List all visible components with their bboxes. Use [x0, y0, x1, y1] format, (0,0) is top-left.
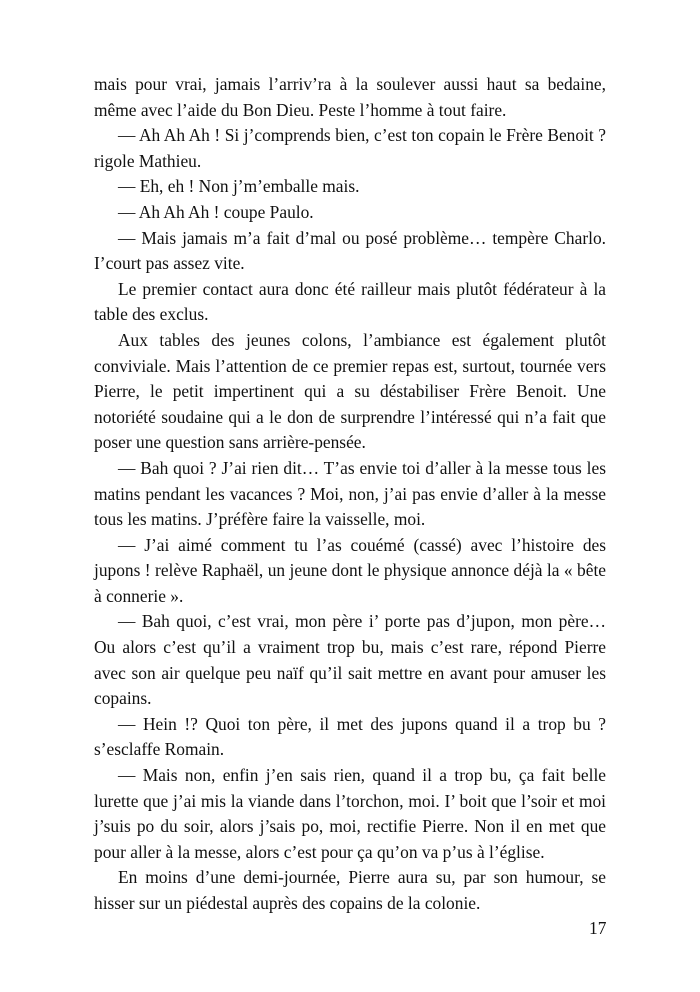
paragraph-conclusion: En moins d’une demi-journée, Pierre aura su, par son humour, se hisser sur un piédestal auprès des copains de la colonie. [94, 867, 606, 913]
paragraph-first-contact: Le premier contact aura donc été railleur mais plutôt fédérateur à la table des exclus. [94, 278, 606, 325]
paragraph-dialogue-mathieu: — Ah Ah Ah ! Si j’comprends bien, c’est ton copain le Frère Benoit ? rigole Mathieu. [94, 125, 606, 171]
paragraph-dialogue-eh: — Eh, eh ! Non j’m’emballe mais. [118, 176, 360, 197]
book-page-text [94, 72, 606, 917]
paragraph-dialogue-raphael: — J’ai aimé comment tu l’as couémé (cassé) avec l’histoire des jupons ! relève Raphaël, un jeune dont le physique annonce déjà la « bête à connerie ». [94, 534, 606, 606]
paragraph-dialogue-charlo: — Mais jamais m’a fait d’mal ou posé problème… tempère Charlo. I’court pas assez vite. [94, 227, 606, 274]
paragraph-dialogue-paulo: — Ah Ah Ah ! coupe Paulo. [118, 201, 314, 222]
paragraph-young-colonists: Aux tables des jeunes colons, l’ambiance est également plutôt conviviale. Mais l’attention de ce premier repas est, surtout, tournée vers Pierre, le petit impertinent qui a su déstabiliser Frère Benoit. Une notoriété soudaine qui a le don de surprendre l’intéressé qui n’a fait que poser une question sans arrière-pensée. [94, 329, 606, 453]
paragraph-dialogue-pierre-rectifies: — Mais non, enfin j’en sais rien, quand il a trop bu, ça fait belle lurette que j’ai mis la viande dans l’torchon, moi. I’ boit que l’soir et moi j’suis po du soir, alors j’sais po, moi, rectifie Pierre. Non il en met que pour aller à la messe, alors c’est pour ça qu’on va p’us à l’église. [94, 765, 606, 862]
paragraph-dialogue-pierre-mass: — Bah quoi ? J’ai rien dit… T’as envie toi d’aller à la messe tous les matins pendant les vacances ? Moi, non, j’ai pas envie d’aller à la messe tous les matins. J’préfère faire la vaisselle, moi. [94, 457, 606, 530]
page-number: 17 [589, 918, 607, 938]
paragraph-dialogue-romain: — Hein !? Quoi ton père, il met des jupons quand il a trop bu ? s’esclaffe Romain. [94, 713, 606, 760]
paragraph-continuation: mais pour vrai, jamais l’arriv’ra à la soulever aussi haut sa bedaine, même avec l’aide du Bon Dieu. Peste l’homme à tout faire. [94, 74, 606, 120]
paragraph-dialogue-pierre-father: — Bah quoi, c’est vrai, mon père i’ porte pas d’jupon, mon père… Ou alors c’est qu’il a vraiment trop bu, mais c’est rare, répond Pierre avec son air quelque peu naïf qu’il sait mettre en avant pour amuser les copains. [94, 611, 606, 709]
